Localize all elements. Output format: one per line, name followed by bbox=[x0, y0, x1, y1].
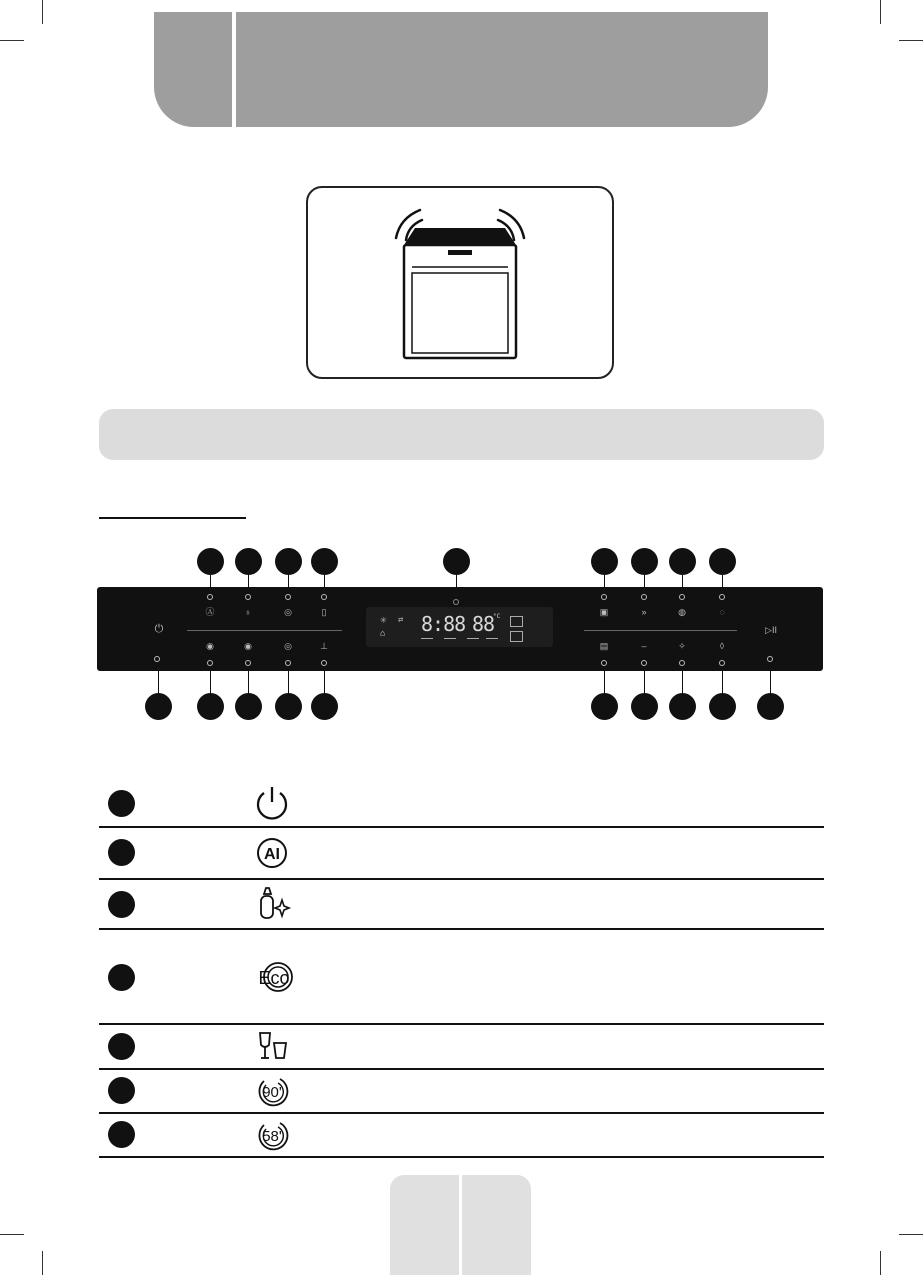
speed-icon: » bbox=[641, 607, 647, 617]
legend-number bbox=[108, 1033, 135, 1060]
page-header-tab bbox=[154, 12, 768, 127]
eco-icon: ◎ bbox=[284, 607, 292, 617]
leader-line bbox=[248, 667, 249, 695]
glass-button[interactable] bbox=[321, 594, 327, 600]
callout-badge bbox=[235, 548, 262, 575]
glass-icon bbox=[252, 1027, 292, 1065]
program-quick-icon: ◎ bbox=[284, 641, 292, 651]
extra-dry-button[interactable] bbox=[679, 594, 685, 600]
leader-line bbox=[288, 667, 289, 695]
callout-badge bbox=[443, 548, 470, 575]
callout-badge bbox=[757, 693, 784, 720]
speed-button[interactable] bbox=[641, 594, 647, 600]
leader-line bbox=[210, 667, 211, 695]
legend-divider bbox=[99, 1112, 824, 1114]
auto-open-button[interactable] bbox=[719, 594, 725, 600]
auto-open-icon bbox=[510, 616, 523, 627]
self-clean-icon: ⊥ bbox=[320, 641, 328, 651]
panel-display bbox=[366, 607, 553, 647]
ai-icon-text: AI bbox=[264, 846, 280, 863]
quick-button[interactable] bbox=[285, 660, 291, 666]
callout-badge bbox=[669, 548, 696, 575]
legend-divider bbox=[99, 1023, 824, 1025]
sparkle-button[interactable] bbox=[679, 660, 685, 666]
segment-bar bbox=[467, 638, 479, 639]
sparkle-icon: ✧ bbox=[678, 641, 686, 651]
callout-badge bbox=[197, 693, 224, 720]
subsection-underline bbox=[99, 517, 246, 519]
auto-open-icon: ◌ bbox=[719, 607, 725, 617]
lock-icon: ◊ bbox=[719, 641, 725, 651]
callout-badge bbox=[631, 548, 658, 575]
callout-badge bbox=[591, 693, 618, 720]
callout-badge bbox=[235, 693, 262, 720]
callout-badge bbox=[311, 548, 338, 575]
start-pause-button[interactable] bbox=[767, 656, 773, 662]
crop-mark bbox=[0, 1234, 24, 1235]
delay-icon: ▤ bbox=[599, 641, 609, 651]
crop-mark bbox=[0, 40, 24, 41]
legend-divider bbox=[99, 826, 824, 828]
callout-badge bbox=[311, 693, 338, 720]
eco-icon bbox=[252, 957, 296, 997]
callout-badge bbox=[591, 548, 618, 575]
ai-icon bbox=[252, 836, 292, 870]
temperature-unit: °C bbox=[493, 613, 501, 620]
program-90-icon bbox=[252, 1073, 292, 1109]
segment-bar bbox=[421, 638, 433, 639]
callout-badge bbox=[275, 548, 302, 575]
temperature-display: 88 bbox=[472, 612, 495, 636]
half-load-icon bbox=[510, 631, 523, 642]
crop-mark bbox=[899, 40, 923, 41]
callout-badge bbox=[197, 548, 224, 575]
program-58-text: 58' bbox=[262, 1128, 282, 1145]
legend-number bbox=[108, 839, 135, 866]
half-load-button[interactable] bbox=[601, 594, 607, 600]
legend-number bbox=[108, 1121, 135, 1148]
panel-divider bbox=[187, 630, 342, 631]
hygiene-baby-bottle-icon bbox=[252, 884, 292, 924]
legend-number bbox=[108, 1077, 135, 1104]
leader-line bbox=[722, 667, 723, 695]
crop-mark bbox=[880, 1251, 881, 1275]
crop-mark bbox=[899, 1234, 923, 1235]
legend-divider bbox=[99, 878, 824, 880]
lock-button[interactable] bbox=[719, 660, 725, 666]
program-58-icon: ◉ bbox=[244, 641, 252, 651]
callout-badge bbox=[709, 693, 736, 720]
snowflake-icon: ✳ bbox=[380, 613, 387, 626]
leader-line bbox=[682, 667, 683, 695]
dishwasher-illustration bbox=[306, 186, 614, 379]
panel-divider bbox=[584, 630, 737, 631]
legend-number bbox=[108, 964, 135, 991]
crop-mark bbox=[880, 0, 881, 24]
legend-divider bbox=[99, 1068, 824, 1070]
leader-line bbox=[158, 663, 159, 695]
program-90-text: 90' bbox=[262, 1084, 282, 1101]
half-load-icon: ▣ bbox=[599, 607, 609, 617]
callout-badge bbox=[669, 693, 696, 720]
legend-number bbox=[108, 790, 135, 817]
legend-divider bbox=[99, 928, 824, 930]
eco-button[interactable] bbox=[285, 594, 291, 600]
minus-icon: – bbox=[641, 641, 647, 651]
ai-button[interactable] bbox=[207, 594, 213, 600]
power-icon bbox=[252, 784, 292, 824]
program-90-icon: ◉ bbox=[206, 641, 214, 651]
start-pause-icon: ▷II bbox=[765, 625, 777, 635]
leader-line bbox=[604, 667, 605, 695]
callout-badge bbox=[275, 693, 302, 720]
extra-dry-icon: ◍ bbox=[678, 607, 686, 617]
section-heading-bar bbox=[99, 409, 824, 460]
legend-number bbox=[108, 891, 135, 918]
time-display: 8:88 bbox=[421, 612, 466, 636]
segment-bar bbox=[444, 638, 456, 639]
segment-bar bbox=[486, 638, 498, 639]
header-divider bbox=[232, 12, 236, 127]
callout-badge bbox=[145, 693, 172, 720]
program-58-icon bbox=[252, 1117, 292, 1153]
display-pin bbox=[453, 599, 459, 605]
power-button[interactable] bbox=[154, 656, 160, 662]
leader-line bbox=[644, 667, 645, 695]
power-icon: ⏻ bbox=[154, 623, 164, 635]
callout-badge bbox=[709, 548, 736, 575]
hygiene-button[interactable] bbox=[245, 594, 251, 600]
dishwasher-vibrating-icon bbox=[308, 188, 612, 377]
eco-icon-text: Eco bbox=[258, 968, 290, 988]
salt-icon: ⌂ bbox=[380, 629, 386, 639]
glass-icon: ▯ bbox=[321, 607, 327, 617]
hygiene-baby-bottle-icon: ♁ bbox=[244, 607, 252, 617]
self-clean-button[interactable] bbox=[321, 660, 327, 666]
ai-icon: Ⓐ bbox=[205, 607, 215, 617]
crop-mark bbox=[42, 0, 43, 24]
crop-mark bbox=[42, 1251, 43, 1275]
rinse-aid-icon: ⇄ bbox=[398, 615, 404, 625]
minus-button[interactable] bbox=[641, 660, 647, 666]
delay-button[interactable] bbox=[601, 660, 607, 666]
legend-divider bbox=[99, 1156, 824, 1158]
leader-line bbox=[324, 667, 325, 695]
program-90-button[interactable] bbox=[207, 660, 213, 666]
callout-badge bbox=[631, 693, 658, 720]
page-tab-divider bbox=[459, 1175, 462, 1275]
leader-line bbox=[770, 663, 771, 695]
program-58-button[interactable] bbox=[245, 660, 251, 666]
